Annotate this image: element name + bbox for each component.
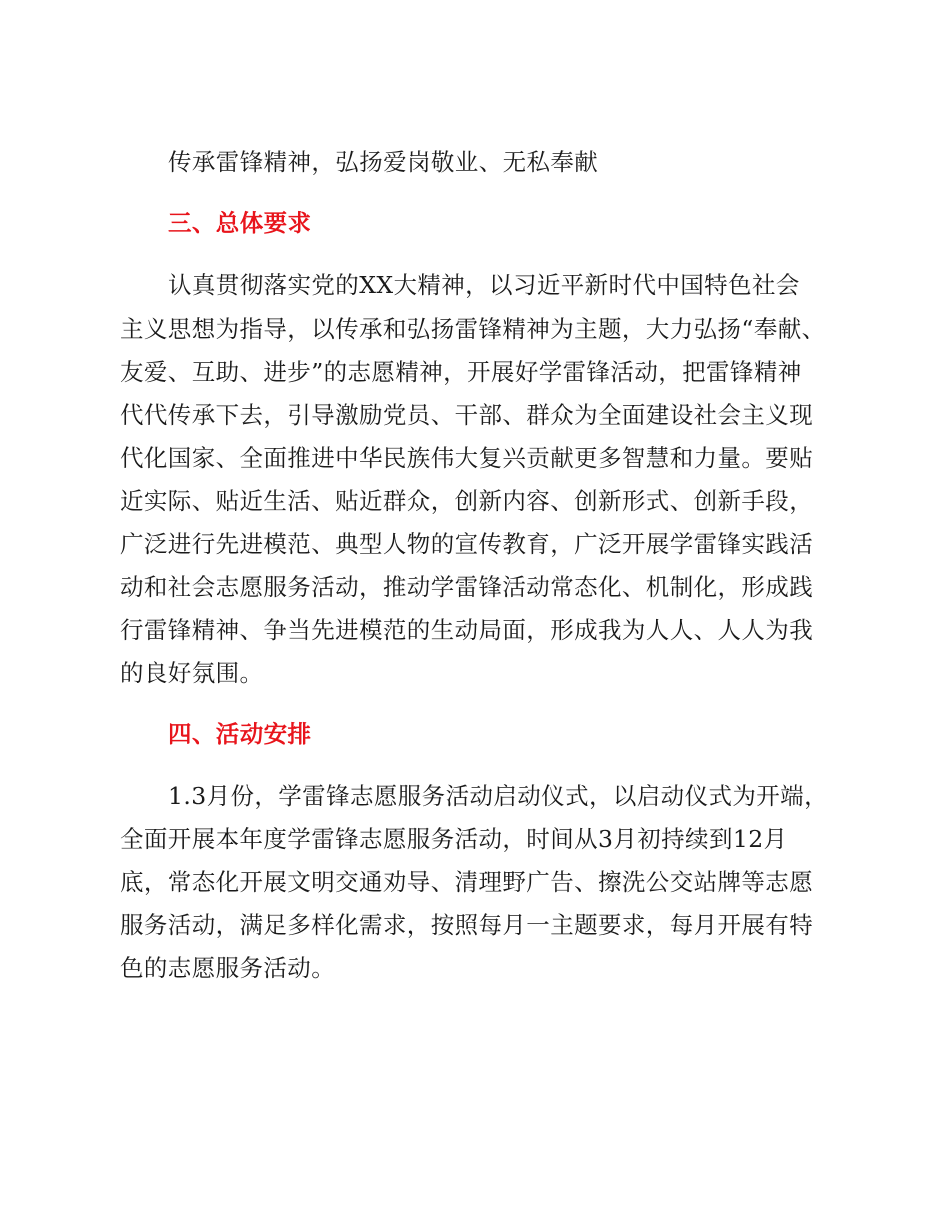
paragraph-line: 全面开展本年度学雷锋志愿服务活动，时间从3月初持续到12月 [120, 825, 788, 853]
paragraph-line: 服务活动，满足多样化需求，按照每月一主题要求，每月开展有特 [120, 911, 814, 939]
paragraph-line: 近实际、贴近生活、贴近群众，创新内容、创新形式、创新手段， [120, 487, 814, 515]
paragraph-line: 友爱、互助、进步”的志愿精神，开展好学雷锋活动，把雷锋精神 [120, 358, 802, 386]
paragraph-line: 认真贯彻落实党的XX大精神，以习近平新时代中国特色社会 [168, 271, 800, 299]
section-4-heading: 四、活动安排 [168, 720, 312, 748]
paragraph-line: 底，常态化开展文明交通劝导、清理野广告、擦洗公交站牌等志愿 [120, 868, 814, 896]
paragraph-line: 色的志愿服务活动。 [120, 954, 336, 982]
paragraph-line: 行雷锋精神、争当先进模范的生动局面，形成我为人人、人人为我 [120, 616, 814, 644]
paragraph-line: 1.3月份，学雷锋志愿服务活动启动仪式，以启动仪式为开端， [168, 782, 828, 810]
paragraph-line: 代化国家、全面推进中华民族伟大复兴贡献更多智慧和力量。要贴 [120, 444, 814, 472]
paragraph-line: 的良好氛围。 [120, 659, 264, 687]
intro-line: 传承雷锋精神，弘扬爱岗敬业、无私奉献 [168, 148, 599, 176]
paragraph-line: 代代传承下去，引导激励党员、干部、群众为全面建设社会主义现 [120, 401, 814, 429]
paragraph-line: 动和社会志愿服务活动，推动学雷锋活动常态化、机制化，形成践 [120, 573, 814, 601]
section-3-heading: 三、总体要求 [168, 209, 312, 237]
paragraph-line: 广泛进行先进模范、典型人物的宣传教育，广泛开展学雷锋实践活 [120, 530, 814, 558]
paragraph-line: 主义思想为指导，以传承和弘扬雷锋精神为主题，大力弘扬“奉献、 [120, 315, 826, 343]
